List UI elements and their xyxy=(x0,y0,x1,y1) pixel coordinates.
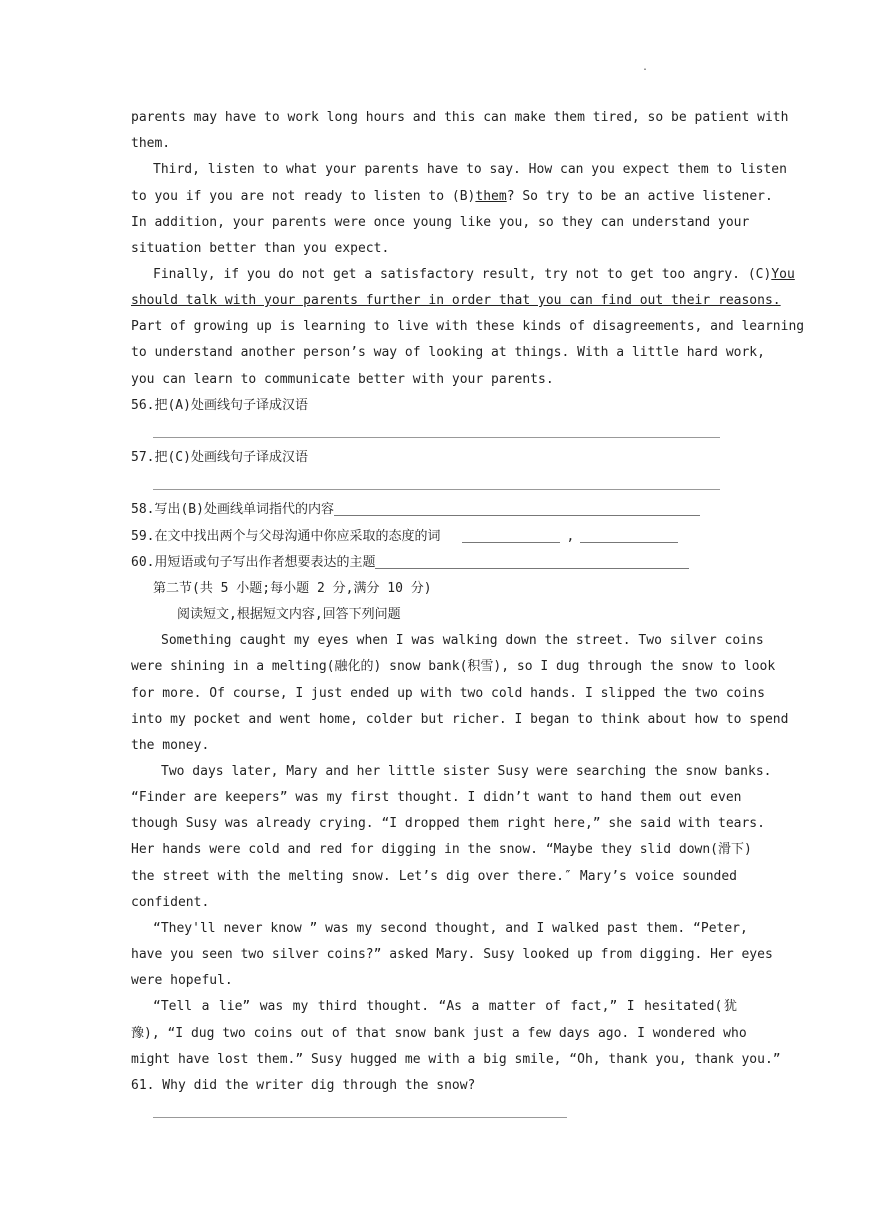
passage2-line: might have lost them.” Susy hugged me with a big smile, “Oh, thank you, thank you.” xyxy=(131,1052,781,1067)
passage1-line: In addition, your parents were once young like you, so they can understand your xyxy=(131,215,750,230)
passage1-line: Third, listen to what your parents have to say. How can you expect them to listen xyxy=(153,162,787,177)
passage1-line: Part of growing up is learning to live with these kinds of disagreements, and learning xyxy=(131,319,805,334)
underlined-word-b: them xyxy=(475,189,507,204)
passage2-line: Something caught my eyes when I was walking down the street. Two silver coins xyxy=(161,633,764,648)
passage1-line: parents may have to work long hours and this can make them tired, so be patient with xyxy=(131,110,789,125)
section-heading: 第二节(共 5 小题;每小题 2 分,满分 10 分) xyxy=(153,581,432,596)
question-59 xyxy=(131,527,737,547)
passage1-line xyxy=(131,265,795,285)
passage2-line: confident. xyxy=(131,895,210,910)
answer-line-57[interactable] xyxy=(153,489,720,490)
question-61: 61. Why did the writer dig through the snow? xyxy=(131,1078,476,1093)
underlined-sentence-c: should talk with your parents further in order that you can find out their reasons. xyxy=(131,293,781,308)
question-58-text: 58.写出(B)处画线单词指代的内容 xyxy=(131,502,334,517)
passage2-line: “They'll never know ” was my second thought, and I walked past them. “Peter, xyxy=(153,921,748,936)
passage2-line: were shining in a melting(融化的) snow bank(积雪), so I dug through the snow to look xyxy=(131,659,776,674)
passage1-line: them. xyxy=(131,136,171,151)
passage1-text: Finally, if you do not get a satisfactory result, try not to get too angry. (C) xyxy=(153,267,772,282)
passage2-line: into my pocket and went home, colder but richer. I began to think about how to spend xyxy=(131,712,789,727)
passage1-line: situation better than you expect. xyxy=(131,241,390,256)
answer-blank-59a[interactable] xyxy=(462,528,560,543)
passage2-line: Her hands were cold and red for digging in the snow. “Maybe they slid down(滑下) xyxy=(131,842,752,857)
answer-blank-58[interactable] xyxy=(334,501,700,516)
page-mark: . xyxy=(642,62,649,73)
passage1-text: ? So try to be an active listener. xyxy=(506,189,773,204)
question-59-text: 59.在文中找出两个与父母沟通中你应采取的态度的词 xyxy=(131,529,441,544)
passage2-line: Two days later, Mary and her little sister Susy were searching the snow banks. xyxy=(161,764,772,779)
question-59-separator: , xyxy=(566,529,575,544)
section-instruction: 阅读短文,根据短文内容,回答下列问题 xyxy=(177,607,401,622)
question-60-text: 60.用短语或句子写出作者想要表达的主题 xyxy=(131,555,376,570)
passage2-line: for more. Of course, I just ended up with two cold hands. I slipped the two coins xyxy=(131,686,765,701)
underlined-sentence-c: You xyxy=(771,267,795,282)
answer-blank-60[interactable] xyxy=(375,554,689,569)
answer-blank-59b[interactable] xyxy=(580,528,678,543)
question-58 xyxy=(131,500,737,520)
answer-line-56[interactable] xyxy=(153,437,720,438)
passage2-line: the street with the melting snow. Let’s dig over there.″ Mary’s voice sounded xyxy=(131,869,737,884)
passage2-line: were hopeful. xyxy=(131,973,233,988)
passage2-line: the money. xyxy=(131,738,210,753)
passage1-line: you can learn to communicate better with your parents. xyxy=(131,372,554,387)
question-60 xyxy=(131,553,737,573)
question-56: 56.把(A)处画线句子译成汉语 xyxy=(131,398,308,413)
answer-line-61[interactable] xyxy=(153,1117,567,1118)
passage2-line: have you seen two silver coins?” asked Mary. Susy looked up from digging. Her eyes xyxy=(131,947,773,962)
passage2-line: “Tell a lie” was my third thought. “As a matter of fact,” I hesitated(犹 xyxy=(153,999,737,1014)
passage1-text: to you if you are not ready to listen to (B) xyxy=(131,189,476,204)
passage2-line: 豫), “I dug two coins out of that snow bank just a few days ago. I wondered who xyxy=(131,1026,747,1041)
passage1-line: to understand another person’s way of looking at things. With a little hard work, xyxy=(131,345,765,360)
passage2-line: “Finder are keepers” was my first thought. I didn’t want to hand them out even xyxy=(131,790,742,805)
question-57: 57.把(C)处画线句子译成汉语 xyxy=(131,450,308,465)
passage2-line: though Susy was already crying. “I dropped them right here,” she said with tears. xyxy=(131,816,765,831)
passage1-line xyxy=(131,187,773,207)
